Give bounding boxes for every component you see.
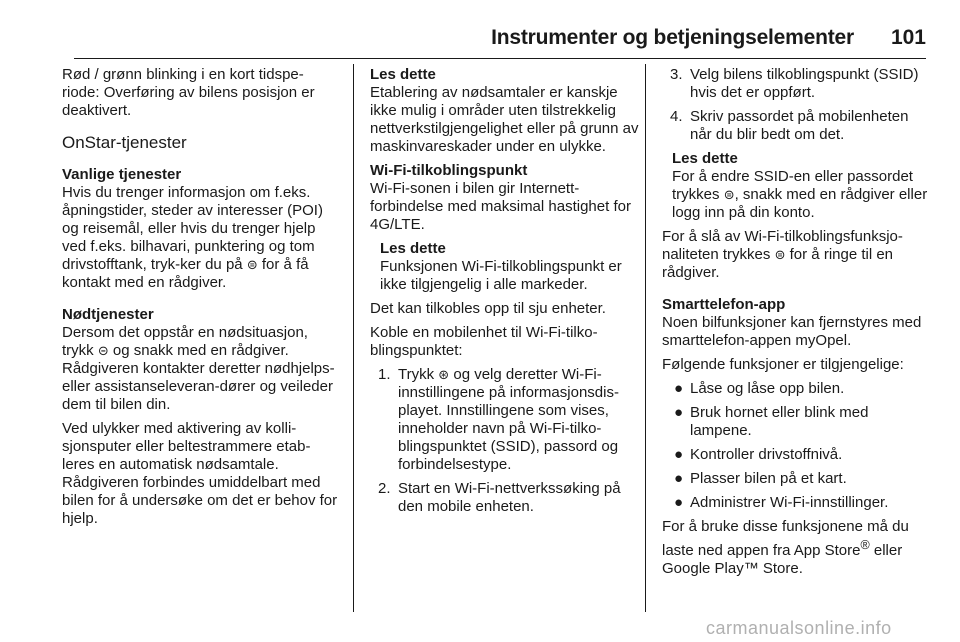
list-item xyxy=(662,446,932,464)
list-item xyxy=(662,380,932,398)
standard-services-text-b: for å få kontakt med en rådgiver. xyxy=(62,256,309,291)
registered-mark: ® xyxy=(860,538,870,552)
disable-paragraph xyxy=(662,228,932,282)
bullet-text: Bruk hornet eller blink med lampene. xyxy=(690,404,869,439)
intro-paragraph: Rød / grønn blinking i en kort tidspe-riode: Overføring av bilens posisjon er deaktivert. xyxy=(62,66,315,119)
note-label: Les dette xyxy=(370,66,436,83)
step-number: 3. xyxy=(670,66,683,83)
note-text: Funksjonen Wi-Fi-tilkoblingspunkt er ikke tilgjengelig i alle markeder. xyxy=(380,258,622,293)
note-label: Les dette xyxy=(380,240,446,257)
bullet-text: Plasser bilen på et kart. xyxy=(690,470,847,487)
step-number: 2. xyxy=(378,480,391,497)
step-number: 1. xyxy=(378,366,391,383)
emergency-services-text-b: og snakk med en rådgiver. Rådgiveren kontakter deretter nødhjelps- eller assistanseleveran-dører og veileder dem til bilen din. xyxy=(62,342,335,413)
step-text: Start en Wi-Fi-nettverkssøking på den mobile enheten. xyxy=(398,480,621,515)
step-text-a: Trykk xyxy=(398,366,439,383)
list-item xyxy=(662,470,932,488)
step-text: Velg bilens tilkoblingspunkt (SSID) hvis det er oppført. xyxy=(690,66,919,101)
final-text-b: eller Google Play™ Store. xyxy=(662,542,903,577)
connect-paragraph: Koble en mobilenhet til Wi-Fi-tilko-blingspunktet: xyxy=(370,324,598,359)
bullet-text: Administrer Wi-Fi-innstillinger. xyxy=(690,494,889,511)
note-text: Etablering av nødsamtaler er kanskje ikke mulig i områder uten tilstrekkelig nettverkstilgjengelighet eller på grunn av maskinvareskader under en ulykke. xyxy=(370,84,639,155)
wifi-hotspot xyxy=(370,162,648,234)
note-box xyxy=(662,150,932,222)
header-rule xyxy=(74,58,926,59)
available-paragraph: Følgende funksjoner er tilgjengelige: xyxy=(662,356,904,373)
note-box xyxy=(370,240,648,294)
bullet-icon: ● xyxy=(674,470,684,487)
list-item xyxy=(662,404,932,440)
emergency-services xyxy=(62,306,340,414)
page-number: 101 xyxy=(890,26,926,49)
step-number: 4. xyxy=(670,108,683,125)
column-2 xyxy=(370,66,648,522)
page-header xyxy=(74,26,926,54)
note-box xyxy=(370,66,648,156)
sos-button-icon: ⊝ xyxy=(97,343,109,358)
standard-services-text-a: Hvis du trenger informasjon om f.eks. åpningstider, steder av interesser (POI) og reisemål, eller hvis du trenger hjelp ved f.eks. bilhavari, punktering og tom drivstofftank, tryk-ker du på xyxy=(62,184,323,273)
section-heading-onstar: OnStar-tjenester xyxy=(62,133,187,152)
column-divider xyxy=(353,64,354,612)
onstar-button-icon: ⊜ xyxy=(723,187,735,202)
smartphone-app xyxy=(662,296,932,350)
note-text-a: For å endre SSID-en eller passordet trykkes xyxy=(672,168,913,203)
list-item xyxy=(662,66,932,102)
accident-paragraph: Ved ulykker med aktivering av kolli-sjonsputer eller beltestrammere etab-leres en automatisk nødsamtale. Rådgiveren forbindes umiddelbart med bilen for å undersøke om det er behov for hjelp. xyxy=(62,420,338,527)
onstar-button-icon: ⊜ xyxy=(246,257,258,272)
bullet-icon: ● xyxy=(674,494,684,511)
features-list xyxy=(662,380,932,512)
onstar-button-icon: ⊜ xyxy=(774,247,786,262)
wifi-hotspot-text: Wi-Fi-sonen i bilen gir Internett-forbindelse med maksimal hastighet for 4G/LTE. xyxy=(370,180,631,233)
list-item xyxy=(662,494,932,512)
emergency-services-title: Nødtjenester xyxy=(62,306,154,323)
step-text: Skriv passordet på mobilenheten når du blir bedt om det. xyxy=(690,108,909,143)
note-label: Les dette xyxy=(672,150,738,167)
standard-services xyxy=(62,166,340,292)
final-paragraph xyxy=(662,518,932,578)
connect-steps-list-continued xyxy=(662,66,932,144)
smartphone-app-title: Smarttelefon-app xyxy=(662,296,786,313)
final-text-a: For å bruke disse funksjonene må du laste ned appen fra App Store xyxy=(662,518,909,559)
bullet-icon: ● xyxy=(674,404,684,421)
column-3 xyxy=(662,66,932,584)
wifi-hotspot-title: Wi-Fi-tilkoblingspunkt xyxy=(370,162,528,179)
page-title: Instrumenter og betjeningselementer xyxy=(491,26,854,49)
list-item xyxy=(662,108,932,144)
watermark: carmanualsonline.info xyxy=(706,618,892,638)
smartphone-app-text: Noen bilfunksjoner kan fjernstyres med smarttelefon-appen myOpel. xyxy=(662,314,922,349)
column-1 xyxy=(62,66,340,534)
list-item xyxy=(370,480,648,516)
emergency-services-text-a: Dersom det oppstår en nødsituasjon, trykk xyxy=(62,324,308,359)
devices-paragraph: Det kan tilkobles opp til sju enheter. xyxy=(370,300,606,317)
bullet-text: Kontroller drivstoffnivå. xyxy=(690,446,843,463)
bullet-text: Låse og låse opp bilen. xyxy=(690,380,845,397)
bullet-icon: ● xyxy=(674,380,684,397)
note-text-b: , snakk med en rådgiver eller logg inn på din konto. xyxy=(672,186,928,221)
list-item xyxy=(370,366,648,474)
connect-steps-list xyxy=(370,366,648,516)
disable-text-a: For å slå av Wi-Fi-tilkoblingsfunksjo-naliteten trykkes xyxy=(662,228,903,263)
standard-services-title: Vanlige tjenester xyxy=(62,166,182,183)
step-text-b: og velg deretter Wi-Fi-innstillingene på informasjonsdis-playet. Innstillingene som vises, inneholder navn på Wi-Fi-tilko-blingspunktet (SSID), passord og forbindelsestype. xyxy=(398,366,619,473)
disable-text-b: for å ringe til en rådgiver. xyxy=(662,246,894,281)
wifi-button-icon: ⊛ xyxy=(438,367,450,382)
bullet-icon: ● xyxy=(674,446,684,463)
